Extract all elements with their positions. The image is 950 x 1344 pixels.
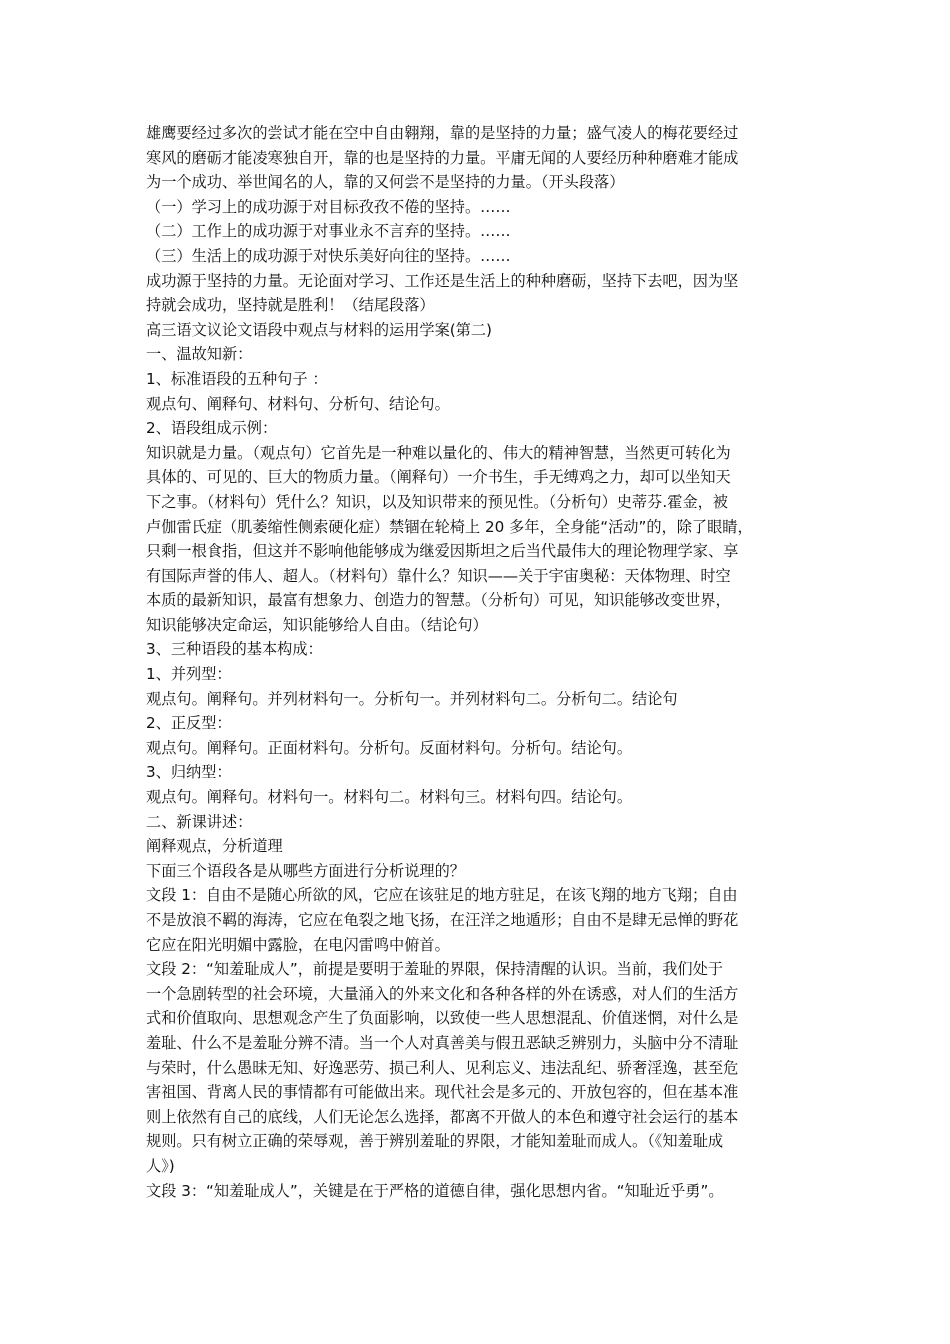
text-line: 羞耻、什么不是羞耻分辨不清。当一个人对真善美与假丑恶缺乏辨别力，头脑中分不清耻 (146, 1033, 739, 1052)
subheading: 2、语段组成示例： (146, 419, 278, 438)
text-line: 阐释观点，分析道理 (146, 837, 283, 856)
subheading: 3、归纳型： (146, 763, 232, 782)
text-line: 文段 1：自由不是随心所欲的风，它应在该驻足的地方驻足，在该飞翔的地方飞翔；自由 (146, 886, 738, 905)
text-line: 观点句。阐释句。并列材料句一。分析句一。并列材料句二。分析句二。结论句 (146, 689, 678, 708)
text-line: 雄鹰要经过多次的尝试才能在空中自由翱翔，靠的是坚持的力量；盛气凌人的梅花要经过 (146, 124, 739, 142)
subheading: 1、标准语段的五种句子 ： (146, 369, 328, 388)
text-line: 卢伽雷氏症（肌萎缩性侧索硬化症）禁锢在轮椅上 20 多年，全身能“活动”的，除了眼睛， (146, 517, 753, 536)
text-line: 有国际声誉的伟人、超人。（材料句）靠什么？知识——关于宇宙奥秘：天体物理、时空 (146, 566, 731, 585)
text-line: 式和价值取向、思想观念产生了负面影响，以致使一些人思想混乱、价值迷惘，对什么是 (146, 1009, 739, 1028)
text-line: 为一个成功、举世闻名的人，靠的又何尝不是坚持的力量。（开头段落） (146, 173, 625, 192)
text-line: 寒风的磨砺才能凌寒独自开，靠的也是坚持的力量。平庸无闻的人要经历种种磨难才能成 (146, 148, 739, 167)
text-line: （一）学习上的成功源于对目标孜孜不倦的坚持。…… (146, 197, 511, 216)
text-line: 规则。只有树立正确的荣辱观，善于辨别羞耻的界限，才能知羞耻而成人。（《知羞耻成 (146, 1132, 724, 1151)
text-line: 它应在阳光明媚中露脸，在电闪雷鸣中俯首。 (146, 935, 450, 954)
subheading: 1、并列型： (146, 665, 232, 684)
text-line: 观点句。阐释句。材料句一。材料句二。材料句三。材料句四。结论句。 (146, 788, 632, 807)
text-line: 观点句、阐释句、材料句、分析句、结论句。 (146, 394, 450, 413)
text-line: 文段 2：“知羞耻成人”，前提是要明于羞耻的界限，保持清醒的认识。当前，我们处于 (146, 960, 723, 979)
subheading: 3、三种语段的基本构成： (146, 640, 323, 659)
text-line: 成功源于坚持的力量。无论面对学习、工作还是生活上的种种磨砺，坚持下去吧，因为坚 (146, 271, 739, 290)
text-line: 观点句。阐释句。正面材料句。分析句。反面材料句。分析句。结论句。 (146, 738, 632, 757)
section-heading: 二、新课讲述： (146, 812, 253, 831)
text-line: 则上依然有自己的底线，人们无论怎么选择，都离不开做人的本色和遵守社会运行的基本 (146, 1107, 739, 1126)
text-line: 害祖国、背离人民的事情都有可能做出来。现代社会是多元的、开放包容的，但在基本准 (146, 1083, 739, 1102)
text-line: 知识能够决定命运，知识能够给人自由。（结论句） (146, 615, 488, 634)
text-line: 知识就是力量。（观点句）它首先是一种难以量化的、伟大的精神智慧，当然更可转化为 (146, 443, 731, 462)
section-heading: 一、温故知新： (146, 345, 253, 364)
text-line: 人》) (146, 1156, 175, 1175)
text-line: （二）工作上的成功源于对事业永不言弃的坚持。…… (146, 222, 511, 241)
text-line: （三）生活上的成功源于对快乐美好向往的坚持。…… (146, 246, 511, 265)
document-body (146, 121, 826, 1203)
text-line: 具体的、可见的、巨大的物质力量。（阐释句）一介书生，手无缚鸡之力，却可以坐知天 (146, 468, 731, 487)
text-line: 本质的最新知识，最富有想象力、创造力的智慧。（分析句）可见，知识能够改变世界， (146, 591, 731, 610)
text-line: 不是放浪不羁的海涛，它应在龟裂之地飞扬，在汪洋之地遁形；自由不是肆无忌惮的野花 (146, 911, 739, 929)
text-line: 持就会成功，坚持就是胜利！（结尾段落） (146, 296, 435, 315)
text-line: 下面三个语段各是从哪些方面进行分析说理的？ (146, 861, 465, 880)
text-line: 一个急剧转型的社会环境，大量涌入的外来文化和各种各样的外在诱惑，对人们的生活方 (146, 984, 739, 1003)
text-line: 文段 3：“知羞耻成人”，关键是在于严格的道德自律，强化思想内省。“知耻近乎勇”。 (146, 1181, 724, 1200)
subheading: 2、正反型： (146, 714, 232, 733)
text-line: 下之事。（材料句）凭什么？知识，以及知识带来的预见性。（分析句）史蒂芬.霍金，被 (146, 492, 728, 511)
text-line: 只剩一根食指，但这并不影响他能够成为继爱因斯坦之后当代最伟大的理论物理学家、享 (146, 542, 739, 561)
section-title: 高三语文议论文语段中观点与材料的运用学案(第二) (146, 320, 492, 339)
text-line: 与荣时，什么愚昧无知、好逸恶劳、损己利人、见利忘义、违法乱纪、骄奢淫逸，甚至危 (146, 1058, 739, 1077)
